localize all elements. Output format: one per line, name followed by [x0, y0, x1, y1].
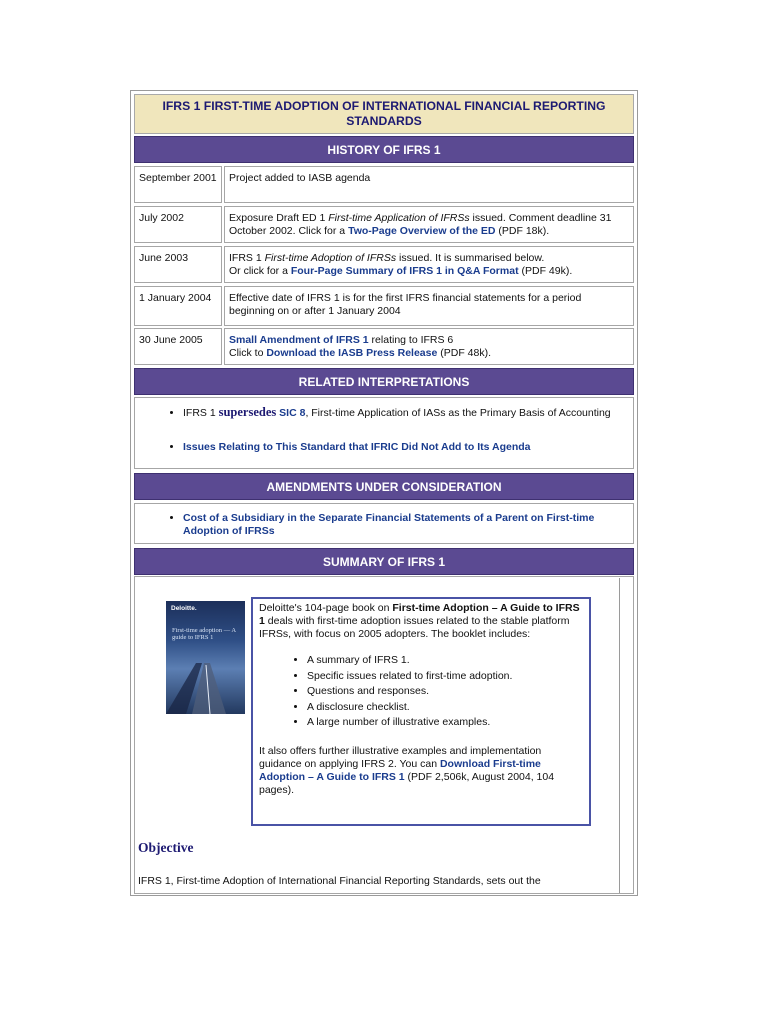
history-date-text: September 2001 — [139, 172, 217, 184]
history-text: Exposure Draft ED 1 — [229, 212, 329, 224]
section-header-amendments — [134, 473, 634, 500]
history-text-4 — [224, 286, 634, 326]
section-header-summary-text: SUMMARY OF IFRS 1 — [322, 554, 445, 569]
related-list — [139, 406, 629, 454]
amendments-list — [139, 512, 629, 538]
section-header-amendments-text: AMENDMENTS UNDER CONSIDERATION — [266, 479, 502, 494]
road-illustration — [166, 601, 245, 714]
history-date-3 — [134, 246, 222, 283]
page-title — [134, 94, 634, 134]
download-guide-link[interactable]: Download First-time Adoption – A Guide to IFRS 1 — [259, 757, 541, 783]
two-page-overview-link[interactable]: Two-Page Overview of the ED — [348, 225, 496, 237]
info-text: Deloitte's 104-page book on — [259, 602, 393, 614]
book-description — [259, 602, 583, 641]
section-header-summary — [134, 548, 634, 575]
history-text: (PDF 18k). — [495, 225, 550, 237]
list-item: • A summary of IFRS 1. — [307, 653, 583, 669]
history-text: Effective date of IFRS 1 is for the first IFRS financial statements for a period beginning on or after 1 January 2004 — [229, 292, 582, 317]
section-header-related-text: RELATED INTERPRETATIONS — [298, 374, 470, 389]
cost-of-subsidiary-link[interactable]: Cost of a Subsidiary in the Separate Financial Statements of a Parent on First-time Adoption of IFRSs — [183, 512, 595, 537]
sic-8-link[interactable]: SIC 8 — [279, 407, 306, 419]
history-text-italic: First-time Adoption of IFRSs — [264, 252, 397, 264]
book-info-box — [251, 597, 591, 826]
history-date-2 — [134, 206, 222, 243]
history-date-text: June 2003 — [139, 252, 189, 264]
history-date-5 — [134, 328, 222, 365]
summary-scrollbar[interactable] — [619, 578, 633, 893]
list-item: • A disclosure checklist. — [307, 700, 583, 716]
info-text: (PDF 2,506k, August 2004, 104 pages). — [259, 770, 555, 796]
list-item: • Questions and responses. — [307, 684, 583, 700]
list-item — [183, 406, 629, 420]
history-text: (PDF 48k). — [437, 347, 492, 359]
four-page-summary-link[interactable]: Four-Page Summary of IFRS 1 in Q&A Format — [290, 265, 519, 277]
download-press-release-link[interactable]: Download the IASB Press Release — [266, 347, 438, 359]
history-date-text: July 2002 — [139, 212, 184, 224]
objective-text: IFRS 1, First-time Adoption of International Financial Reporting Standards, sets out the — [138, 875, 541, 887]
list-item — [183, 512, 629, 538]
history-text: IFRS 1 — [229, 252, 265, 264]
book-cover-image[interactable] — [166, 601, 245, 714]
info-text: deals with first-time adoption issues related to the stable platform IFRSs, with focus on 2005 adopters. The booklet includes: — [259, 615, 570, 640]
related-text: IFRS 1 — [183, 407, 219, 419]
related-text: , First-time Application of IASs as the Primary Basis of Accounting — [305, 407, 611, 419]
history-text: issued. It is summarised below. — [396, 252, 545, 264]
history-text: issued. Comment deadline 31 October 2002. Click for a — [229, 212, 612, 237]
ifric-issues-link[interactable]: Issues Relating to This Standard that IFRIC Did Not Add to Its Agenda — [183, 441, 531, 453]
history-date-text: 30 June 2005 — [139, 334, 203, 346]
section-header-history-text: HISTORY OF IFRS 1 — [327, 142, 441, 157]
small-amendment-link[interactable]: Small Amendment of IFRS 1 — [229, 334, 369, 346]
amendments-box — [134, 503, 634, 544]
history-text-italic: First-time Application of IFRSs — [328, 212, 470, 224]
history-date-1 — [134, 166, 222, 203]
supersedes-label: supersedes — [218, 405, 277, 419]
list-item — [183, 441, 629, 454]
info-text: It also offers further illustrative examples and implementation guidance on applying IFRS 2. You can — [259, 744, 542, 770]
history-text: Or click for a — [229, 265, 291, 277]
section-header-related — [134, 368, 634, 395]
history-date-4 — [134, 286, 222, 326]
history-text-1 — [224, 166, 634, 203]
page-title-text: IFRS 1 FIRST-TIME ADOPTION OF INTERNATIONAL FINANCIAL REPORTING STANDARDS — [162, 99, 606, 128]
section-header-history — [134, 136, 634, 163]
history-text-2 — [224, 206, 634, 243]
book-logo: Deloitte. — [171, 605, 197, 612]
history-date-text: 1 January 2004 — [139, 292, 212, 304]
history-text: (PDF 49k). — [518, 265, 573, 277]
objective-heading: Objective — [138, 840, 194, 855]
book-title-bold: First-time Adoption – A Guide to IFRS 1 — [259, 602, 580, 627]
list-item: • A large number of illustrative examples. — [307, 715, 583, 731]
history-text: relating to IFRS 6 — [368, 334, 454, 346]
book-cover-title: First-time adoption — A guide to IFRS 1 — [172, 627, 236, 641]
book-download-paragraph — [259, 745, 583, 797]
history-text-5 — [224, 328, 634, 365]
related-interpretations-box — [134, 397, 634, 469]
history-text: Click to — [229, 347, 267, 359]
history-text: Project added to IASB agenda — [229, 172, 371, 184]
list-item: • Specific issues related to first-time adoption. — [307, 669, 583, 685]
history-text-3 — [224, 246, 634, 283]
booklet-contents-list — [259, 653, 583, 731]
